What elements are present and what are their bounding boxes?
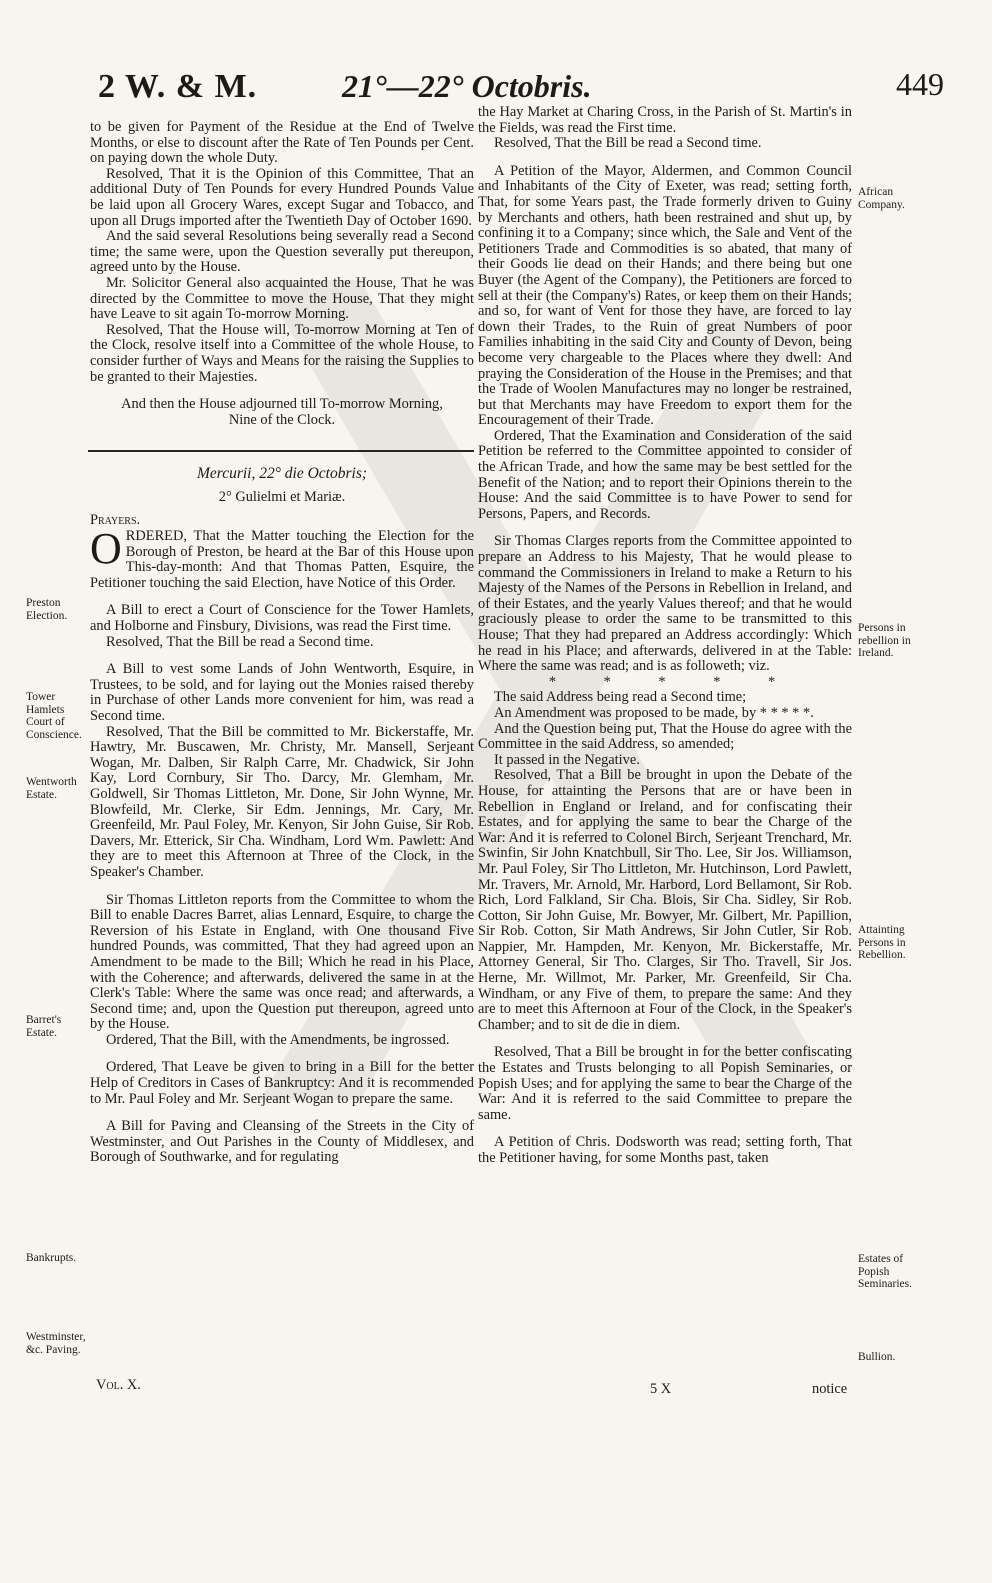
running-head-regnal-year: 2 W. & M.: [98, 68, 258, 105]
drop-capital: O: [90, 524, 122, 574]
paragraph: It passed in the Negative.: [494, 751, 640, 768]
right-column: [478, 105, 852, 1167]
paragraph: the Hay Market at Charing Cross, in the Parish of St. Martin's in the Fields, was read the First time.: [478, 104, 852, 136]
paragraph-attaint: Resolved, That a Bill be brought in upon the Debate of the House, for attainting the Persons that are or have been in Rebellion in England or Ireland, and for confiscating their Estates, and for applying the same to bear the Charge of the War: And it is referred to Colonel Birch, Serjeant Trenchard, Mr. Swinfin, Sir John Knatchbull, Sir Tho. Lee, Sir Jos. Williamson, Mr. Paul Foley, Sir Tho Littleton, Mr. Hutchinson, Lord Pawlett, Mr. Travers, Mr. Arnold, Mr. Harbord, Lord Bellamont, Sir Rob. Rich, Lord Falkland, Sir Cha. Blois, Sir Cha. Sidley, Sir Rob. Cotton, Sir John Guise, Mr. Bowyer, Mr. Gilbert, Mr. Papillion, Sir Rob. Cotton, Sir Math Andrews, Sir John Cutler, Sir Rob. Nappier, Mr. Hampden, Mr. Kenyon, Mr. Bickerstaffe, Mr. Attorney General, Sir Tho. Clarges, Sir Tho. Travell, Sir Jos. Herne, Mr. Willmot, Mr. Parker, Mr. Greenfeild, Sir Cha. Windham, or any Five of them, to prepare the same: And they are to meet this Afternoon at Four of the Clock, in the Speaker's Chamber; and to sit de die in diem.: [478, 767, 852, 1033]
paragraph-bankrupts: Ordered, That Leave be given to bring in a Bill for the better Help of Creditors in Cases of Bankruptcy: And it is recommended to Mr. Paul Foley and Mr. Serjeant Wogan to prepare the same.: [90, 1059, 474, 1107]
margin-note-popish: Estates of Popish Seminaries.: [858, 1253, 912, 1290]
margin-note-bankrupts: Bankrupts.: [26, 1252, 77, 1264]
paragraph: And the Question being put, That the House do agree with the Committee in the said Address, so amended;: [478, 720, 852, 753]
left-column: [90, 120, 474, 1166]
paragraph: Resolved, That the Bill be committed to Mr. Bickerstaffe, Mr. Hawtry, Mr. Buscawen, Mr. Christy, Mr. Mansell, Serjeant Wogan, Mr. Dalben, Sir Ralph Carre, Mr. Chadwick, Sir John Kay, Lord Cornbury, Sir Tho. Darcy, Mr. Glemham, Mr. Goldwell, Sir Thomas Littleton, Mr. Done, Sir John Wynne, Mr. Blowfeild, Mr. Clerke, Sir Edm. Jennings, Mr. Cary, Mr. Greenfeild, Mr. Paul Foley, Mr. Kenyon, Sir John Guise, Sir Rob. Davers, Mr. Etterick, Sir Cha. Windham, Lord Wm. Pawlett: And they are to meet this Afternoon at Three of the Clock, in the Speaker's Chamber.: [90, 723, 474, 880]
margin-note-westminster: Westminster, &c. Paving.: [26, 1331, 86, 1356]
day-heading: Mercurii, 22° die Octobris;: [196, 465, 368, 483]
paragraph-bullion: A Petition of Chris. Dodsworth was read; setting forth, That the Petitioner having, for some Months past, taken: [478, 1134, 852, 1166]
paragraph-barret: Sir Thomas Littleton reports from the Committee to whom the Bill to enable Dacres Barret, alias Lennard, Esquire, to charge the Reversion of his Estate in England, with One thousand Five hundred Pounds, was committed, That they had agreed upon an Amendment to be made to the Bill; Which he read in his Place, with the Coherence; and afterwards, delivered the same in at the Clerk's Table: Where the same was once read; and afterwards, a Second time; and, upon the Question put thereupon, agreed unto by the House.: [90, 891, 474, 1033]
paragraph-ireland: Sir Thomas Clarges reports from the Committee appointed to prepare an Address to his Majesty, That he would please to command the Commissioners in Ireland to make a Return to his Majesty of the Names of the Persons in Rebellion in Ireland, and of their Estates, and the yearly Values thereof; and that he would graciously please to order the same to be transmitted to this House; That they had prepared an Address accordingly: Which he read in his Place; and afterwards, delivered in at the Table: Where the same was read; and is as followeth; viz.: [478, 533, 852, 675]
regnal-heading: 2° Gulielmi et Mariæ.: [218, 488, 346, 505]
paragraph: to be given for Payment of the Residue at the End of Twelve Months, or else to discount after the Rate of Ten Pounds per Cent. on paying down the whole Duty.: [90, 119, 474, 167]
paragraph-text: RDERED, That the Matter touching the Election for the Borough of Preston, be heard at the Bar of this House upon This-day-month: And that Thomas Patten, Esquire, the Petitioner touching the said Election, have Notice of this Order.: [90, 528, 474, 591]
paragraph-popish: Resolved, That a Bill be brought in for the better confiscating the Estates and Trusts belonging to all Popish Seminaries, or Popish Uses; and for applying the same to bear the Charge of the War: And it is referred to the said Committee to prepare the same.: [478, 1044, 852, 1123]
paragraph-preston: [90, 524, 474, 591]
paragraph-wentworth: A Bill to vest some Lands of John Wentworth, Esquire, in Trustees, to be sold, and for laying out the Monies raised thereby in Purchase of other Lands more convenient for him, was read a Second time.: [90, 661, 474, 724]
margin-note-barret: Barret's Estate.: [26, 1014, 62, 1039]
paragraph-westminster: A Bill for Paving and Cleansing of the Streets in the City of Westminster, and Out Parishes in the County of Middlesex, and Borough of Southwarke, and for regulating: [90, 1118, 474, 1166]
signature-mark: 5 X: [650, 1381, 672, 1397]
margin-note-preston: Preston Election.: [26, 597, 68, 622]
margin-note-wentworth: Wentworth Estate.: [26, 776, 77, 801]
adjournment: And then the House adjourned till To-morrow Morning, Nine of the Clock.: [121, 396, 443, 428]
paragraph: Ordered, That the Examination and Consideration of the said Petition be referred to the Committee appointed to consider of the African Trade, and how the same may be best settled for the Benefit of the Nation; and to report their Opinions therein to the House: And the said Committee is to have Power to send for Persons, Papers, and Records.: [478, 427, 852, 522]
paragraph-exeter: A Petition of the Mayor, Aldermen, and Common Council and Inhabitants of the City of Exeter, was read; setting forth, That, for some Years past, the Trade formerly driven to Guiny by Merchants and others, hath been restrained and shut up, by confining it to a Company; since which, the Sale and Vent of the Petitioners Trade and Commodities is so abated, that many of their Goods lie dead on their Hands; and there being but one Buyer (the Agent of the Company), the Petitioners are forced to sell at their (the Company's) Rates, or keep them on their Hands; and so, for want of Vent for those they have, are forced to lay down their Trades, to the Ruin of great Numbers of poor Families inhabiting in the said City and County of Devon, being become very chargeable to the Places where they dwell: And praying the Consideration of the House in the Premises; and that the Trade of Woolen Manufactures may no longer be restrained, but that Merchants may have Freedom to export them for the Encouragement of their Trade.: [478, 162, 852, 429]
running-head-dates: 21°—22° Octobris.: [342, 68, 592, 104]
page-number: 449: [896, 66, 944, 102]
paragraph: Resolved, That the House will, To-morrow Morning at Ten of the Clock, resolve itself into a Committee of the whole House, to consider further of Ways and Means for the raising the Supplies to be granted to their Majesties.: [90, 321, 474, 385]
volume-label: Vol. X.: [96, 1377, 141, 1393]
margin-note-tower: Tower Hamlets Court of Conscience.: [26, 691, 82, 741]
paragraph: Resolved, That it is the Opinion of this Committee, That an additional Duty of Ten Pounds for every Hundred Pounds Value be laid upon all Grocery Wares, except Sugar and Tobacco, and upon all Drugs imported after the Twentieth Day of October 1690.: [90, 165, 474, 229]
paragraph: An Amendment was proposed to be made, by * * * * *.: [494, 704, 814, 721]
margin-note-african: African Company.: [858, 186, 905, 211]
paragraph: Ordered, That the Bill, with the Amendments, be ingrossed.: [106, 1031, 450, 1048]
margin-note-bullion: Bullion.: [858, 1351, 896, 1363]
prayers-heading: Prayers.: [90, 512, 141, 529]
margin-note-ireland: Persons in rebellion in Ireland.: [858, 622, 911, 659]
catchword: notice: [812, 1381, 848, 1397]
section-divider: [88, 450, 474, 452]
paragraph: Resolved, That the Bill be read a Second time.: [494, 135, 762, 152]
margin-note-attaint: Attainting Persons in Rebellion.: [858, 924, 906, 961]
omission-stars: * * * * *: [548, 673, 798, 690]
paragraph: The said Address being read a Second time;: [494, 689, 747, 706]
paragraph: Mr. Solicitor General also acquainted the House, That he was directed by the Committee to move the House, That they might have Leave to sit again To-morrow Morning.: [90, 274, 474, 323]
paragraph: And the said several Resolutions being severally read a Second time; the same were, upon the Question severally put thereupon, agreed unto by the House.: [90, 228, 474, 276]
paragraph-tower: A Bill to erect a Court of Conscience for the Tower Hamlets, and Holborne and Finsbury, Divisions, was read the First time.: [90, 602, 474, 635]
paragraph: Resolved, That the Bill be read a Second time.: [106, 633, 374, 650]
